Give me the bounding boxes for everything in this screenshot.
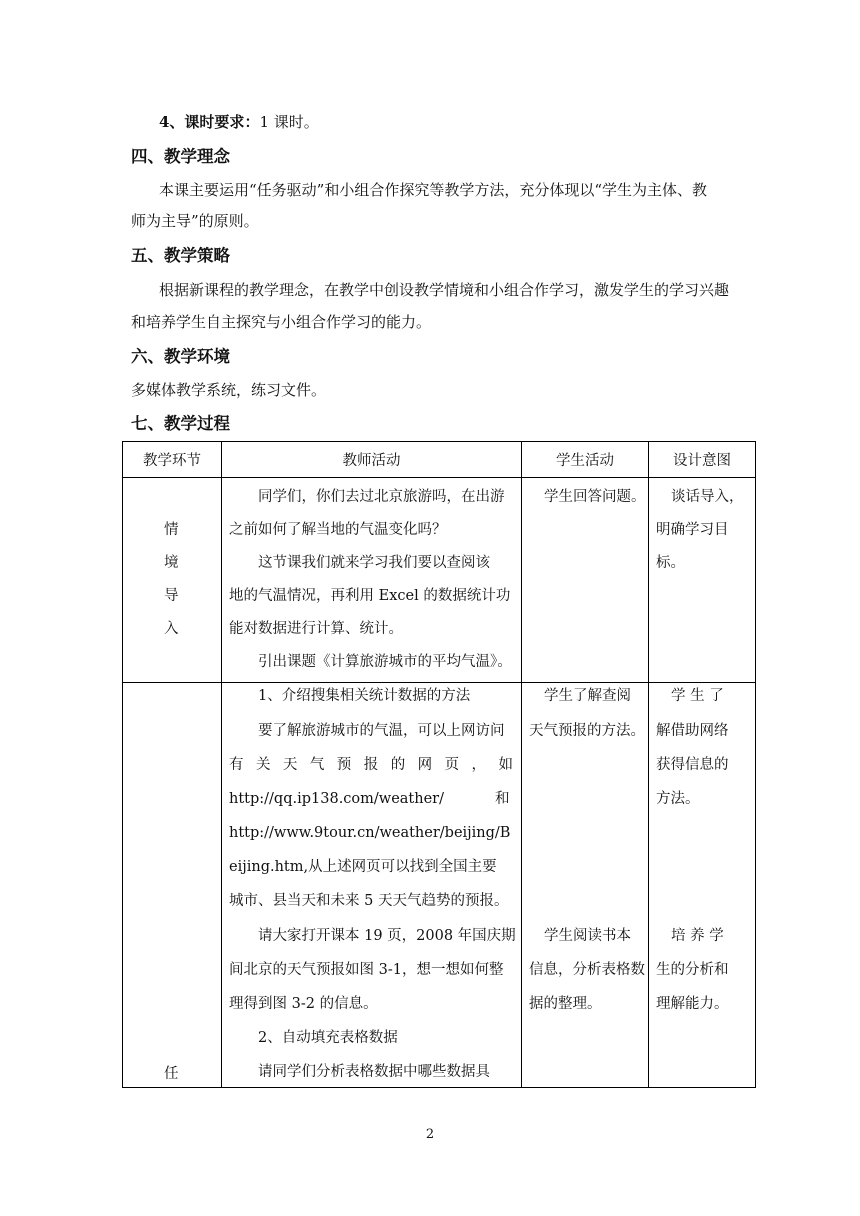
stage-char: 入	[164, 621, 179, 637]
url-text: http://qq.ip138.com/weather/	[229, 791, 444, 807]
teacher-line: 间北京的天气预报如图 3-1，想一想如何整	[229, 962, 504, 978]
intent-line: 生的分析和	[656, 962, 729, 978]
stage-char: 导	[164, 588, 179, 604]
lesson-requirement	[159, 112, 319, 132]
design-intent-cell	[649, 683, 756, 1088]
teacher-activity-cell	[222, 478, 522, 683]
student-line: 天气预报的方法。	[529, 723, 645, 739]
intent-line: 谈话导入，	[671, 489, 744, 505]
url-text: http://www.9tour.cn/weather/beijing/B	[229, 825, 511, 841]
column-header: 教学环节	[123, 442, 222, 478]
teacher-line: 请同学们分析表格数据中哪些数据具	[258, 1064, 490, 1080]
teacher-line: 请大家打开课本 19 页，2008 年国庆期	[258, 928, 516, 944]
teacher-line: 城市、县当天和未来 5 天天气趋势的预报。	[229, 893, 509, 909]
student-line: 学生回答问题。	[544, 489, 646, 505]
teacher-line: 同学们，你们去过北京旅游吗，在出游	[258, 489, 505, 505]
teacher-line: 之前如何了解当地的气温变化吗？	[229, 522, 447, 538]
student-line: 据的整理。	[529, 996, 602, 1012]
stage-char: 任	[164, 1066, 179, 1082]
stage-cell	[123, 478, 222, 683]
student-line: 信息，分析表格数	[529, 962, 645, 978]
teaching-process-table	[122, 441, 756, 1088]
teacher-line: 引出课题《计算旅游城市的平均气温》。	[258, 654, 512, 670]
stage-char: 情	[164, 522, 179, 538]
teacher-activity-cell	[222, 683, 522, 1088]
teacher-line: 1、介绍搜集相关统计数据的方法	[258, 688, 471, 704]
student-line: 学生了解查阅	[544, 688, 631, 704]
intent-line: 培 养 学	[671, 928, 724, 944]
teacher-line: 2、自动填充表格数据	[258, 1030, 398, 1046]
design-intent-cell	[649, 478, 756, 683]
teacher-line: 有关天气预报的网页，如	[229, 757, 513, 773]
column-header: 设计意图	[649, 442, 756, 478]
table-header-row	[123, 442, 756, 478]
paragraph-line: 根据新课程的教学理念，在教学中创设教学情境和小组合作学习，激发学生的学习兴趣	[159, 281, 730, 299]
intent-line: 解借助网络	[656, 723, 729, 739]
intent-line: 明确学习目	[656, 522, 729, 538]
intent-line: 理解能力。	[656, 996, 729, 1012]
student-activity-cell	[522, 478, 649, 683]
stage-cell	[123, 683, 222, 1088]
intent-line: 学 生 了	[671, 688, 724, 704]
paragraph-line: 师为主导”的原则。	[131, 212, 259, 230]
requirement-value: 1 课时。	[259, 113, 319, 131]
section-heading-philosophy: 四、教学理念	[131, 147, 230, 166]
table-row	[123, 478, 756, 683]
teacher-line: 理得到图 3-2 的信息。	[229, 996, 378, 1012]
paragraph-line: 和培养学生自主探究与小组合作学习的能力。	[131, 313, 432, 331]
page-number: 2	[425, 1127, 435, 1142]
teacher-line: 要了解旅游城市的气温，可以上网访问	[258, 723, 505, 739]
intent-line: 获得信息的	[656, 757, 729, 773]
paragraph-line: 多媒体教学系统，练习文件。	[131, 381, 327, 399]
teacher-line: 和	[495, 791, 510, 807]
student-activity-cell	[522, 683, 649, 1088]
section-heading-process: 七、教学过程	[131, 414, 230, 433]
intent-line: 方法。	[656, 791, 700, 807]
table-row	[123, 683, 756, 1088]
teacher-line: 地的气温情况，再利用 Excel 的数据统计功	[229, 588, 511, 604]
intent-line: 标。	[656, 555, 685, 571]
section-heading-environment: 六、教学环境	[131, 347, 230, 366]
section-heading-strategy: 五、教学策略	[131, 246, 230, 265]
requirement-label: 4、课时要求：	[159, 113, 260, 131]
stage-char: 境	[164, 555, 179, 571]
column-header: 教师活动	[222, 442, 522, 478]
column-header: 学生活动	[522, 442, 649, 478]
student-line: 学生阅读书本	[544, 928, 631, 944]
teacher-line: 能对数据进行计算、统计。	[229, 621, 403, 637]
paragraph-line: 本课主要运用“任务驱动”和小组合作探究等教学方法，充分体现以“学生为主体、教	[159, 181, 708, 199]
teacher-line: eijing.htm,从上述网页可以找到全国主要	[229, 859, 497, 875]
teacher-line: 这节课我们就来学习我们要以查阅该	[258, 555, 490, 571]
